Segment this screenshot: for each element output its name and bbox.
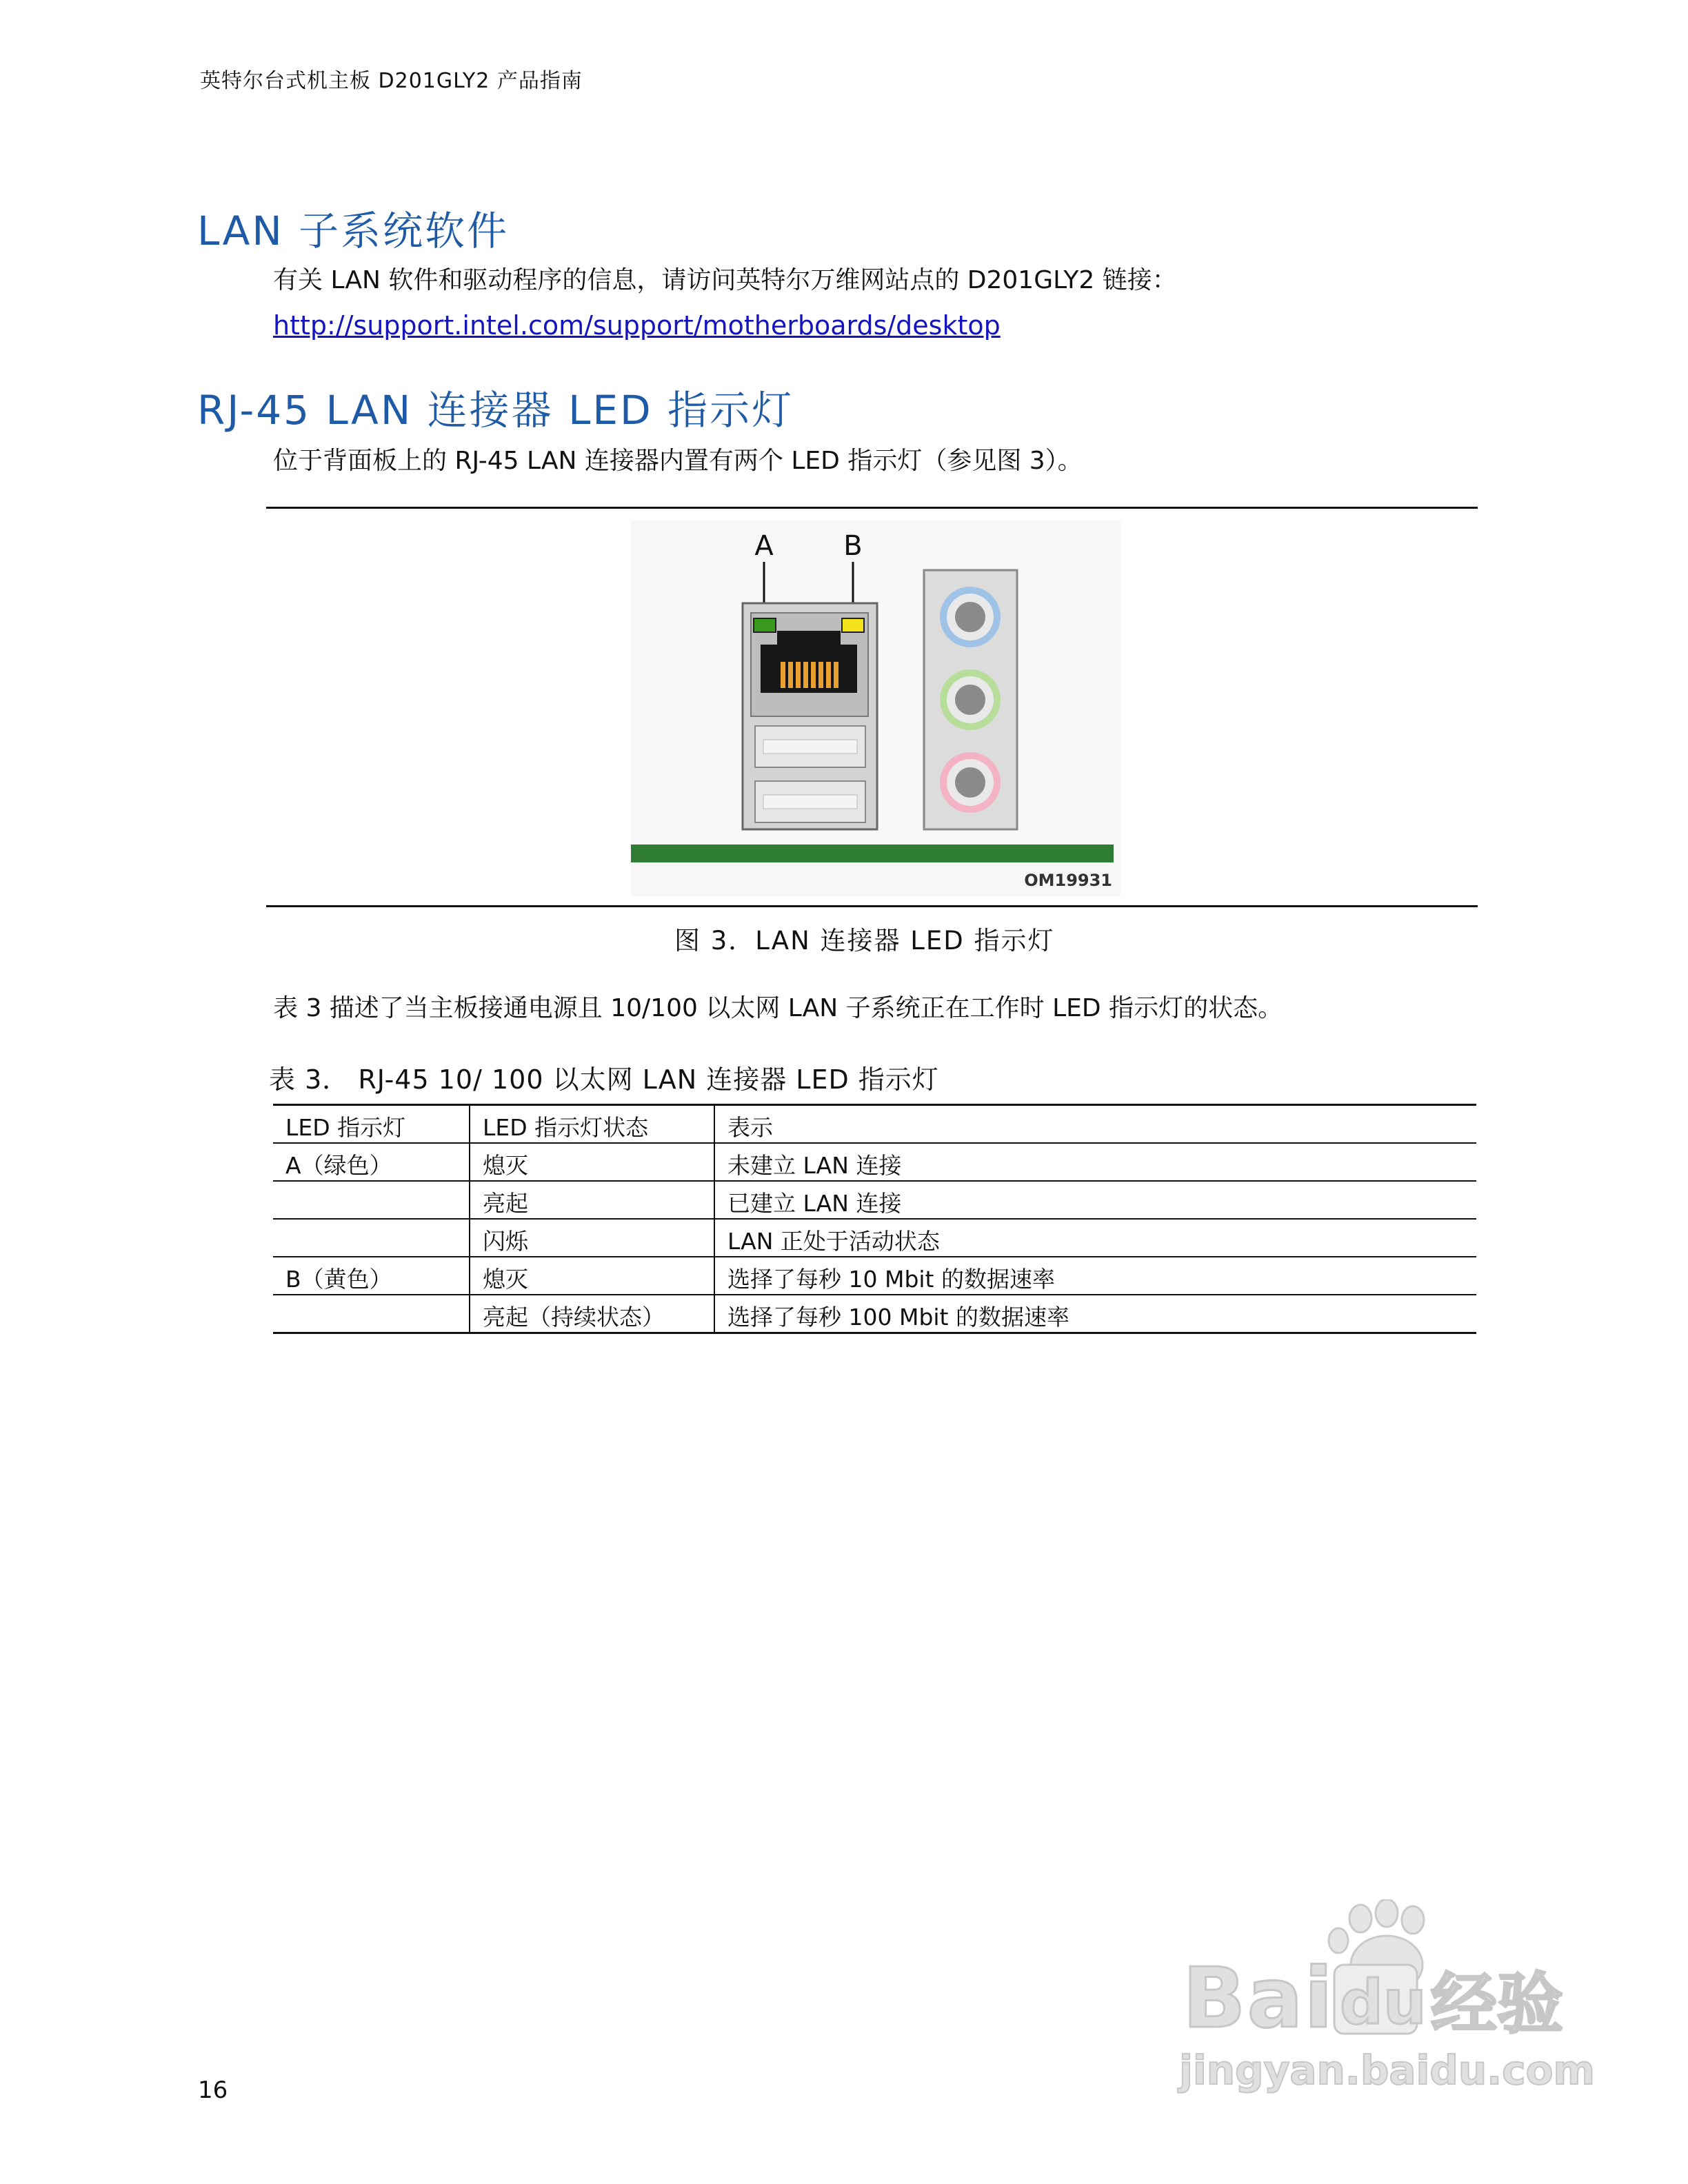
figure-top-rule xyxy=(266,507,1478,509)
audio-jack-stack xyxy=(924,570,1017,829)
table-row xyxy=(273,1143,1476,1181)
figure-label-a: A xyxy=(754,530,774,562)
page-number: 16 xyxy=(198,2076,228,2104)
table-intro-paragraph: 表 3 描述了当主板接通电源且 10/100 以太网 LAN 子系统正在工作时 LED 指示灯的状态。 xyxy=(273,994,1283,1022)
section-heading-lan-software: LAN 子系统软件 xyxy=(197,208,510,254)
section-heading-led: RJ-45 LAN 连接器 LED 指示灯 xyxy=(197,387,794,434)
watermark-url: jingyan.baidu.com xyxy=(1179,2047,1595,2094)
cell-led: A（绿色） xyxy=(273,1143,470,1181)
cell-state: 闪烁 xyxy=(470,1219,714,1257)
lan-software-paragraph: 有关 LAN 软件和驱动程序的信息，请访问英特尔万维网站点的 D201GLY2 链接： xyxy=(273,266,1177,294)
figure-label-b: B xyxy=(843,530,863,562)
cell-state: 熄灭 xyxy=(470,1257,714,1295)
cell-led xyxy=(273,1181,470,1219)
cell-led xyxy=(273,1219,470,1257)
svg-text:Bai: Bai xyxy=(1183,1951,1334,2047)
cell-meaning: 未建立 LAN 连接 xyxy=(727,1152,902,1179)
cell-state: 亮起 xyxy=(470,1181,714,1219)
led-a-indicator xyxy=(754,618,776,632)
svg-text:经验: 经验 xyxy=(1431,1965,1563,2043)
header-led: LED 指示灯 xyxy=(273,1105,470,1144)
cell-meaning: LAN 正处于活动状态 xyxy=(727,1228,940,1255)
table-header-row xyxy=(273,1105,1476,1144)
cell-led xyxy=(273,1295,470,1333)
support-link[interactable]: http://support.intel.com/support/motherboards/desktop xyxy=(273,310,1001,341)
cell-led: B（黄色） xyxy=(273,1257,470,1295)
led-b-indicator xyxy=(842,618,864,632)
led-paragraph: 位于背面板上的 RJ-45 LAN 连接器内置有两个 LED 指示灯（参见图 3）。 xyxy=(273,447,1083,475)
rj45-usb-stack xyxy=(743,603,877,829)
table-row xyxy=(273,1295,1476,1333)
cell-meaning: 选择了每秒 10 Mbit 的数据速率 xyxy=(727,1266,1055,1293)
rear-panel-figure xyxy=(631,520,1121,896)
cell-meaning: 选择了每秒 100 Mbit 的数据速率 xyxy=(727,1304,1069,1331)
led-status-table xyxy=(273,1104,1476,1334)
baidu-jingyan-watermark xyxy=(1176,1899,1603,2099)
header-state: LED 指示灯状态 xyxy=(470,1105,714,1144)
figure-bottom-rule xyxy=(266,905,1478,907)
figure-caption: 图 3．LAN 连接器 LED 指示灯 xyxy=(674,926,1055,956)
table-row xyxy=(273,1219,1476,1257)
running-header: 英特尔台式机主板 D201GLY2 产品指南 xyxy=(200,69,583,93)
table-title: 表 3． RJ-45 10/ 100 以太网 LAN 连接器 LED 指示灯 xyxy=(269,1064,939,1095)
svg-text:du: du xyxy=(1340,1967,1427,2038)
cell-state: 熄灭 xyxy=(470,1143,714,1181)
table-row xyxy=(273,1181,1476,1219)
cell-state: 亮起（持续状态） xyxy=(470,1295,714,1333)
cell-meaning: 已建立 LAN 连接 xyxy=(727,1190,902,1217)
motherboard-edge xyxy=(631,845,1114,862)
figure-id: OM19931 xyxy=(1024,871,1112,890)
table-row xyxy=(273,1257,1476,1295)
header-meaning: 表示 xyxy=(727,1114,773,1141)
